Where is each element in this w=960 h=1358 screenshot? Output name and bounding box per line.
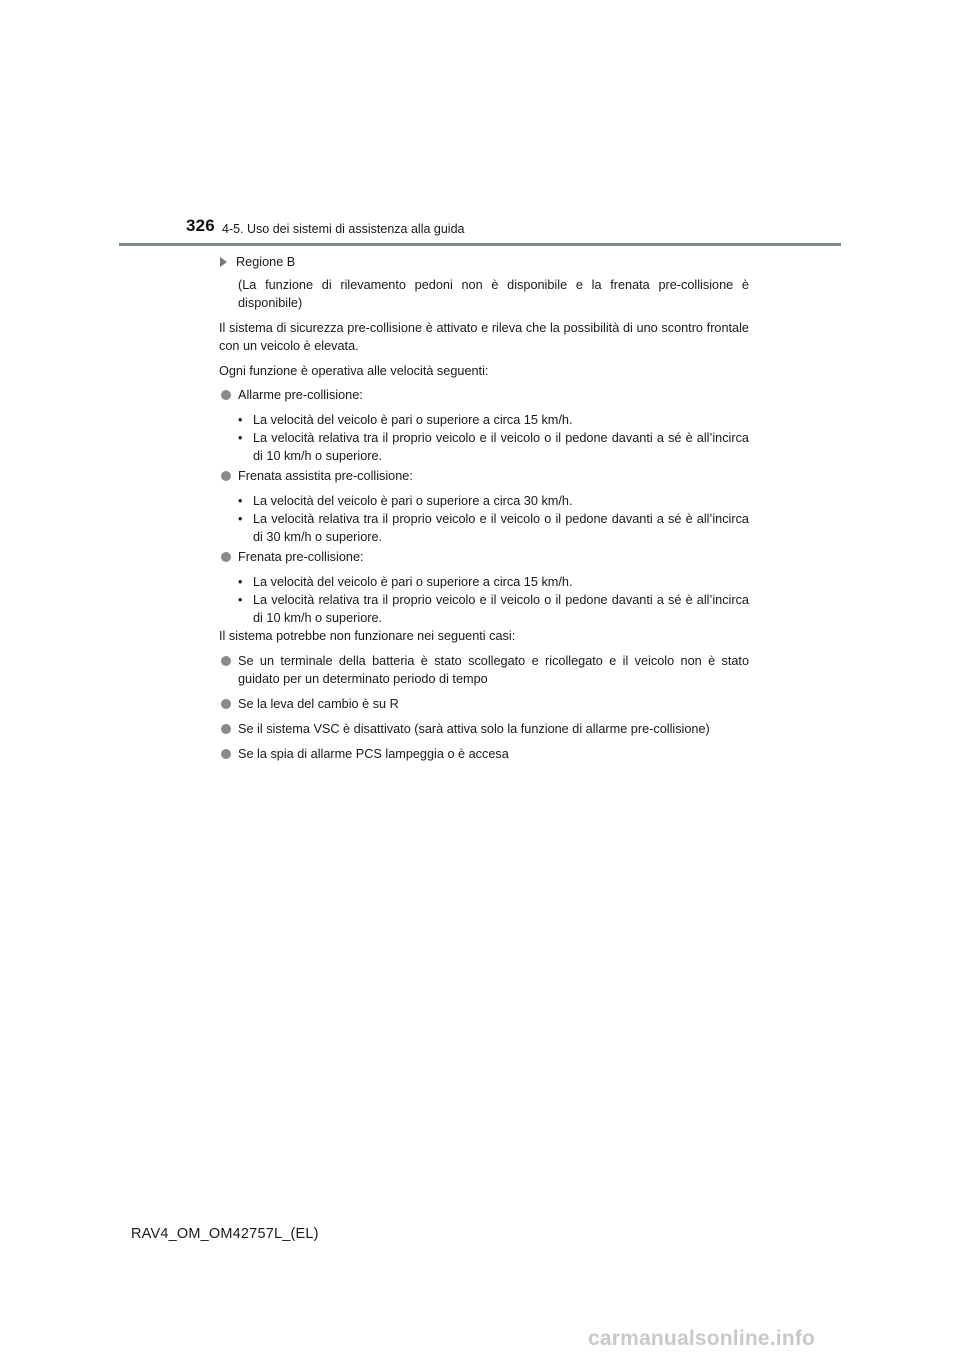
sub-bullet: • xyxy=(238,575,243,589)
circle-bullet-icon xyxy=(221,749,231,759)
function-item xyxy=(219,548,749,566)
limit-text: Se la leva del cambio è su R xyxy=(238,697,399,711)
content xyxy=(219,253,749,763)
region-label: Regione B xyxy=(236,255,296,269)
limit-text: Se la spia di allarme PCS lampeggia o è accesa xyxy=(238,747,509,761)
limit-item xyxy=(219,695,749,713)
limit-item xyxy=(219,652,749,688)
limit-item xyxy=(219,720,749,738)
condition-text: La velocità del veicolo è pari o superiore a circa 15 km/h. xyxy=(253,575,573,589)
condition-text: La velocità relativa tra il proprio veicolo e il veicolo o il pedone davanti a sé è all’incirca di 30 km/h o superiore. xyxy=(253,512,749,544)
limit-item xyxy=(219,745,749,763)
limit-text: Se il sistema VSC è disattivato (sarà attiva solo la funzione di allarme pre-collisione) xyxy=(238,722,710,736)
circle-bullet-icon xyxy=(221,552,231,562)
condition-item xyxy=(219,591,749,627)
circle-bullet-icon xyxy=(221,699,231,709)
sub-bullet: • xyxy=(238,593,243,607)
limit-text: Se un terminale della batteria è stato scollegato e ricollegato e il veicolo non è stato guidato per un determinato periodo di tempo xyxy=(238,654,749,686)
condition-text: La velocità del veicolo è pari o superiore a circa 15 km/h. xyxy=(253,413,573,427)
function-title: Frenata assistita pre-collisione: xyxy=(238,469,413,483)
header-rule xyxy=(119,243,841,246)
condition-text: La velocità relativa tra il proprio veicolo e il veicolo o il pedone davanti a sé è all’incirca di 10 km/h o superiore. xyxy=(253,593,749,625)
sub-bullet: • xyxy=(238,512,243,526)
sub-bullet: • xyxy=(238,494,243,508)
condition-item xyxy=(219,573,749,591)
limits-intro: Il sistema potrebbe non funzionare nei seguenti casi: xyxy=(219,629,516,643)
condition-item xyxy=(219,510,749,546)
page-number: 326 xyxy=(186,216,215,235)
condition-text: La velocità relativa tra il proprio veicolo e il veicolo o il pedone davanti a sé è all’incirca di 10 km/h o superiore. xyxy=(253,431,749,463)
function-title: Allarme pre-collisione: xyxy=(238,388,363,402)
sub-bullet: • xyxy=(238,431,243,445)
circle-bullet-icon xyxy=(221,656,231,666)
section-title: 4-5. Uso dei sistemi di assistenza alla guida xyxy=(222,222,465,236)
intro-paragraph: Il sistema di sicurezza pre-collisione è attivato e rileva che la possibilità di uno scontro frontale con un veicolo è elevata. xyxy=(219,321,749,353)
condition-item xyxy=(219,429,749,465)
sub-bullet: • xyxy=(238,413,243,427)
circle-bullet-icon xyxy=(221,390,231,400)
triangle-right-icon xyxy=(220,257,227,267)
condition-text: La velocità del veicolo è pari o superiore a circa 30 km/h. xyxy=(253,494,573,508)
function-item xyxy=(219,467,749,485)
condition-item xyxy=(219,492,749,510)
document-code: RAV4_OM_OM42757L_(EL) xyxy=(131,1226,319,1242)
condition-item xyxy=(219,411,749,429)
region-heading xyxy=(219,253,749,271)
circle-bullet-icon xyxy=(221,471,231,481)
region-note: (La funzione di rilevamento pedoni non è disponibile e la frenata pre-collisione è disponibile) xyxy=(238,278,749,310)
circle-bullet-icon xyxy=(221,724,231,734)
function-title: Frenata pre-collisione: xyxy=(238,550,364,564)
speeds-intro: Ogni funzione è operativa alle velocità seguenti: xyxy=(219,364,489,378)
function-item xyxy=(219,386,749,404)
watermark: carmanualsonline.info xyxy=(588,1327,816,1350)
